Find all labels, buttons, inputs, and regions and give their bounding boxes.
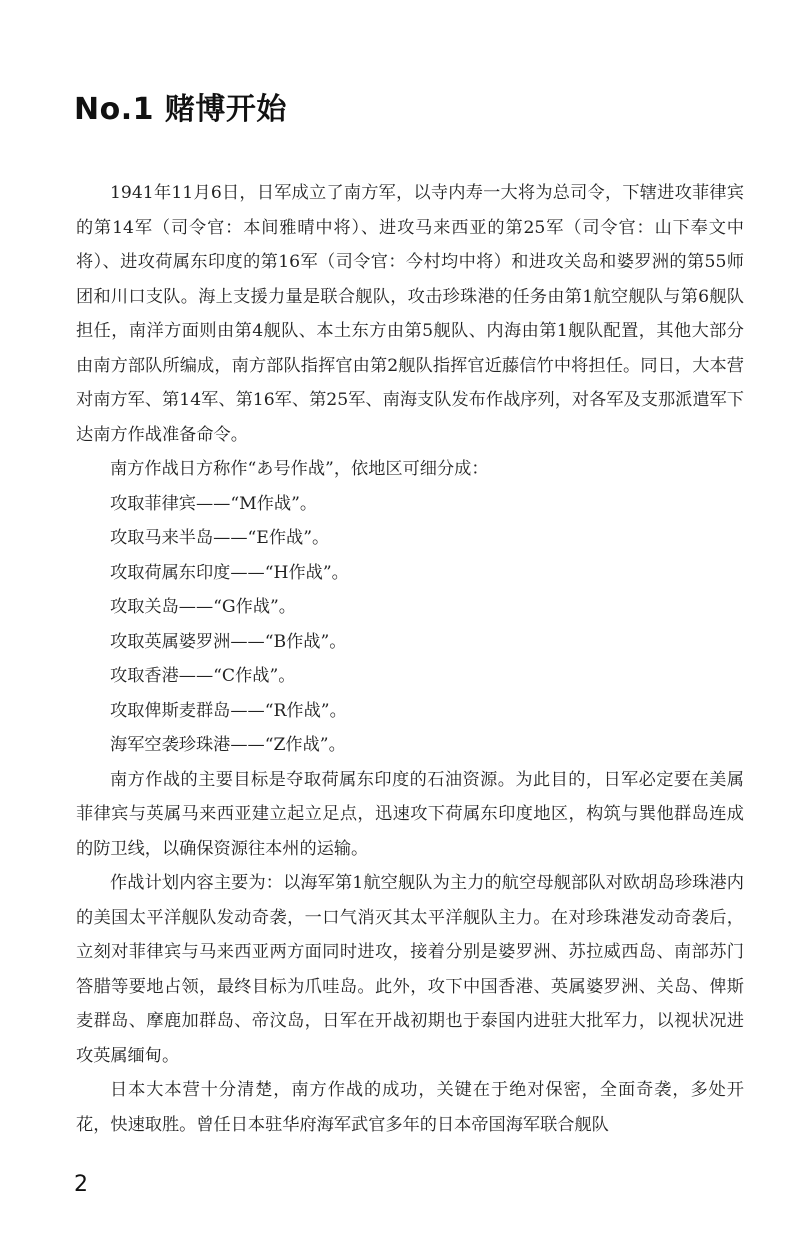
- operation-item: 攻取菲律宾——“M作战”。: [110, 493, 318, 514]
- paragraph: 1941年11月6日，日军成立了南方军，以寺内寿一大将为总司令，下辖进攻菲律宾的第14军（司令官：本间雅晴中将）、进攻马来西亚的第25军（司令官：山下奉文中将）、进攻荷属东印度的第16军（司令官：今村均中将）和进攻关岛和婆罗洲的第55师团和川口支队。海上支援力量是联合舰队，攻击珍珠港的任务由第1航空舰队与第6舰队担任，南洋方面则由第4舰队、本土东方由第5舰队、内海由第1舰队配置，其他大部分由南方部队所编成，南方部队指挥官由第2舰队指挥官近藤信竹中将担任。同日，大本营对南方军、第14军、第16军、第25军、南海支队发布作战序列，对各军及支那派遣军下达南方作战准备命令。: [76, 183, 744, 445]
- chapter-heading: No.1 赌博开始: [74, 92, 287, 127]
- paragraph: 南方作战日方称作“あ号作战”，依地区可细分成：: [110, 459, 489, 479]
- page-number: 2: [74, 1172, 88, 1197]
- paragraph: 作战计划内容主要为：以海军第1航空舰队为主力的航空母舰部队对欧胡岛珍珠港内的美国太平洋舰队发动奇袭，一口气消灭其太平洋舰队主力。在对珍珠港发动奇袭后，立刻对菲律宾与马来西亚两方面同时进攻，接着分别是婆罗洲、苏拉威西岛、南部苏门答腊等要地占领，最终目标为爪哇岛。此外，攻下中国香港、英属婆罗洲、关岛、俾斯麦群岛、摩鹿加群岛、帝汶岛，日军在开战初期也于泰国内进驻大批军力，以视状况进攻英属缅甸。: [76, 873, 744, 1066]
- operation-item: 攻取英属婆罗洲——“B作战”。: [110, 631, 347, 652]
- body-text: [76, 176, 744, 1142]
- operation-item: 海军空袭珍珠港——“Z作战”。: [110, 735, 346, 755]
- operation-item: 攻取荷属东印度——“H作战”。: [110, 562, 349, 583]
- paragraph: 日本大本营十分清楚，南方作战的成功，关键在于绝对保密，全面奇袭，多处开花，快速取胜。曾任日本驻华府海军武官多年的日本帝国海军联合舰队: [76, 1080, 744, 1135]
- operation-item: 攻取关岛——“G作战”。: [110, 597, 296, 617]
- operation-item: 攻取俾斯麦群岛——“R作战”。: [110, 700, 347, 721]
- operation-item: 攻取香港——“C作战”。: [110, 666, 296, 686]
- paragraph: 南方作战的主要目标是夺取荷属东印度的石油资源。为此目的，日军必定要在美属菲律宾与英属马来西亚建立起立足点，迅速攻下荷属东印度地区，构筑与巽他群岛连成的防卫线，以确保资源往本州的运输。: [76, 769, 744, 859]
- operation-item: 攻取马来半岛——“E作战”。: [110, 528, 330, 548]
